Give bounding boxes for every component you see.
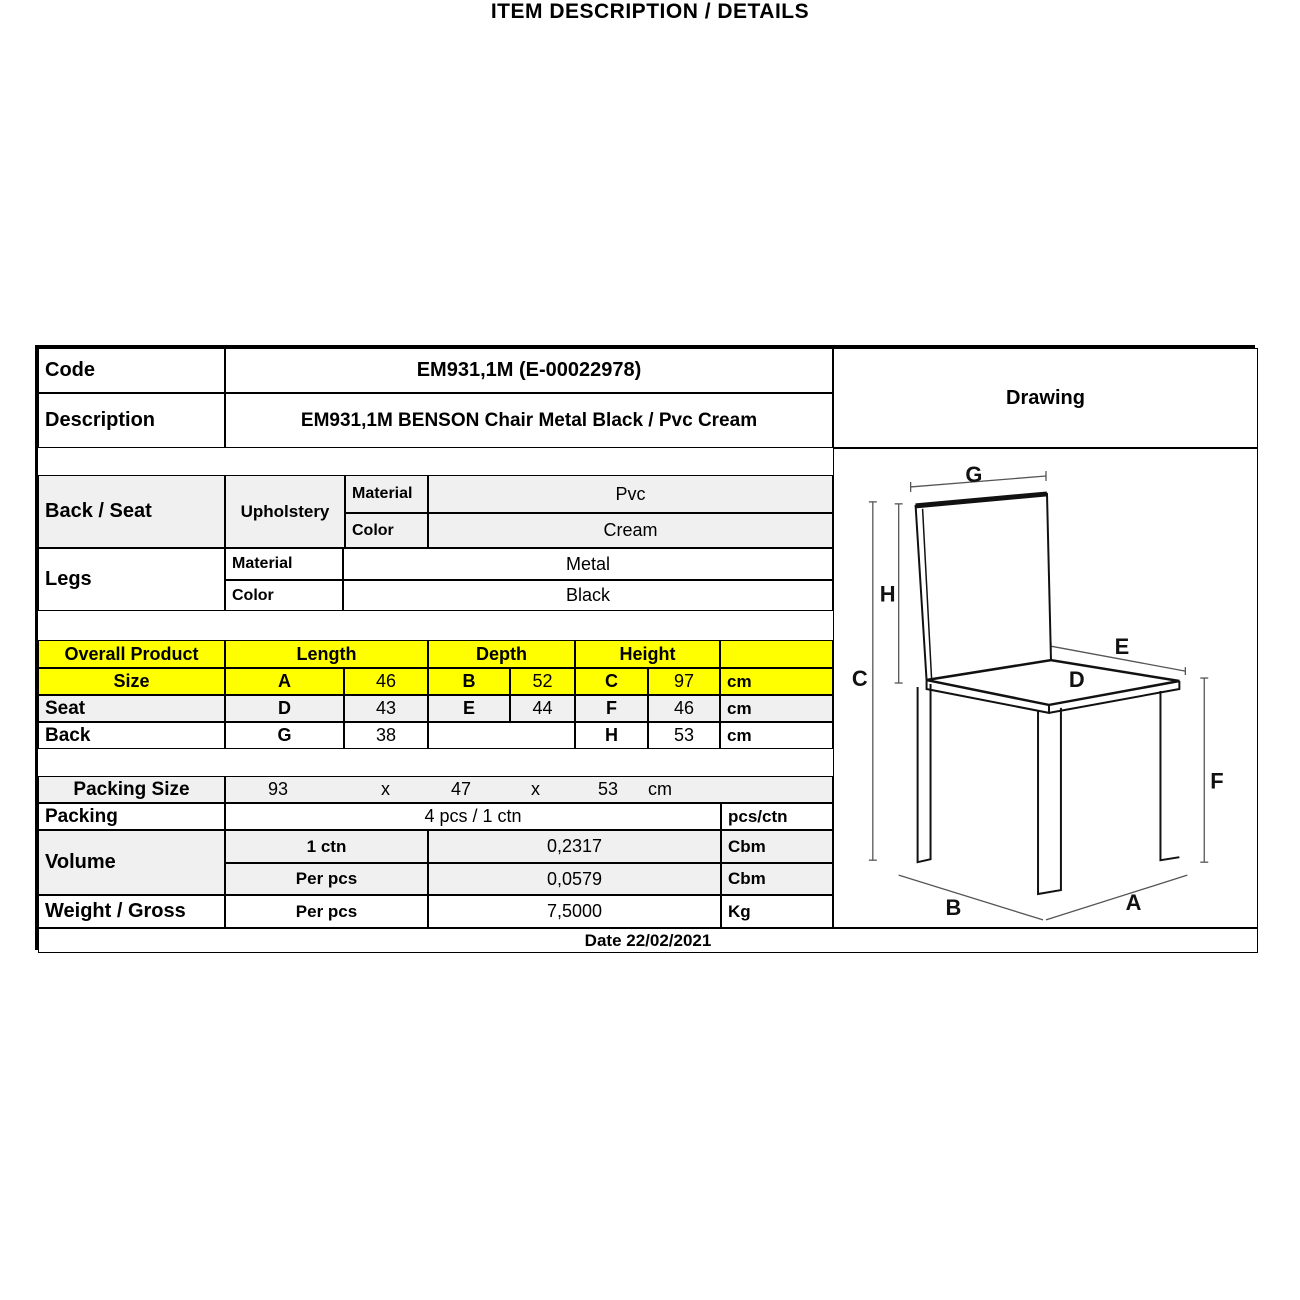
size-header-spacer bbox=[720, 640, 833, 668]
dim-label-A: A bbox=[1125, 889, 1142, 915]
packing-value: 4 pcs / 1 ctn bbox=[225, 803, 721, 830]
overall-depth-key: B bbox=[428, 668, 510, 695]
description-label: Description bbox=[38, 393, 225, 448]
weight-label: Weight / Gross bbox=[38, 895, 225, 928]
upholstery-label: Upholstery bbox=[225, 475, 345, 548]
packing-size-part: 53 bbox=[598, 779, 619, 799]
upholstery-color-label: Color bbox=[345, 513, 428, 548]
upholstery-color-value: Cream bbox=[428, 513, 833, 548]
dim-label-C: C bbox=[851, 666, 868, 692]
code-label: Code bbox=[38, 348, 225, 393]
size-length-header: Length bbox=[225, 640, 428, 668]
page-title: ITEM DESCRIPTION / DETAILS bbox=[490, 0, 810, 23]
description-value: EM931,1M BENSON Chair Metal Black / Pvc Cream bbox=[225, 393, 833, 448]
packing-size-part: 93 bbox=[268, 779, 289, 799]
chair-outline bbox=[916, 494, 1180, 894]
seat-height-value: 46 bbox=[648, 695, 720, 722]
packing-size-label: Packing Size bbox=[38, 776, 225, 803]
back-height-value: 53 bbox=[648, 722, 720, 749]
volume-row-scope: Per pcs bbox=[225, 863, 428, 895]
legs-color-value: Black bbox=[343, 580, 833, 611]
date-row: Date 22/02/2021 bbox=[38, 928, 1258, 953]
back-unit: cm bbox=[720, 722, 833, 749]
dim-label-B: B bbox=[945, 894, 962, 920]
back-length-value: 38 bbox=[344, 722, 428, 749]
size-header-label: Overall Product bbox=[38, 640, 225, 668]
back-row-label: Back bbox=[38, 722, 225, 749]
drawing-panel bbox=[833, 448, 1258, 928]
back-length-key: G bbox=[225, 722, 344, 749]
volume-row-value: 0,2317 bbox=[428, 830, 721, 863]
volume-label: Volume bbox=[38, 830, 225, 895]
upholstery-material-value: Pvc bbox=[428, 475, 833, 513]
seat-depth-value: 44 bbox=[510, 695, 575, 722]
back-depth-empty bbox=[428, 722, 575, 749]
dim-label-G: G bbox=[965, 461, 983, 487]
volume-row-unit: Cbm bbox=[721, 830, 833, 863]
packing-size-part: 47 bbox=[451, 779, 472, 799]
seat-length-value: 43 bbox=[344, 695, 428, 722]
packing-size-value bbox=[225, 776, 833, 803]
size-depth-header: Depth bbox=[428, 640, 575, 668]
packing-label: Packing bbox=[38, 803, 225, 830]
volume-row-value: 0,0579 bbox=[428, 863, 721, 895]
back-height-key: H bbox=[575, 722, 648, 749]
seat-depth-key: E bbox=[428, 695, 510, 722]
dim-label-H: H bbox=[879, 581, 896, 607]
legs-color-label: Color bbox=[225, 580, 343, 611]
weight-unit: Kg bbox=[721, 895, 833, 928]
packing-size-part: cm bbox=[648, 779, 672, 799]
seat-row-label: Seat bbox=[38, 695, 225, 722]
overall-height-value: 97 bbox=[648, 668, 720, 695]
code-value: EM931,1M (E-00022978) bbox=[225, 348, 833, 393]
size-height-header: Height bbox=[575, 640, 720, 668]
volume-row-scope: 1 ctn bbox=[225, 830, 428, 863]
seat-height-key: F bbox=[575, 695, 648, 722]
overall-depth-value: 52 bbox=[510, 668, 575, 695]
dim-label-E: E bbox=[1114, 634, 1130, 660]
back-seat-label: Back / Seat bbox=[38, 475, 225, 548]
weight-scope: Per pcs bbox=[225, 895, 428, 928]
size-header-label2: Size bbox=[38, 668, 225, 695]
legs-material-value: Metal bbox=[343, 548, 833, 580]
drawing-title: Drawing bbox=[833, 348, 1258, 448]
packing-unit: pcs/ctn bbox=[721, 803, 833, 830]
volume-row-unit: Cbm bbox=[721, 863, 833, 895]
seat-length-key: D bbox=[225, 695, 344, 722]
packing-size-part: x bbox=[531, 779, 540, 799]
dim-label-D: D bbox=[1068, 667, 1085, 693]
overall-height-key: C bbox=[575, 668, 648, 695]
seat-unit: cm bbox=[720, 695, 833, 722]
packing-size-part: x bbox=[381, 779, 390, 799]
dim-label-F: F bbox=[1210, 768, 1224, 794]
overall-unit: cm bbox=[720, 668, 833, 695]
weight-value: 7,5000 bbox=[428, 895, 721, 928]
legs-material-label: Material bbox=[225, 548, 343, 580]
spec-table bbox=[35, 345, 1255, 950]
overall-length-key: A bbox=[225, 668, 344, 695]
chair-drawing bbox=[834, 448, 1257, 928]
upholstery-material-label: Material bbox=[345, 475, 428, 513]
legs-label: Legs bbox=[38, 548, 225, 611]
overall-length-value: 46 bbox=[344, 668, 428, 695]
